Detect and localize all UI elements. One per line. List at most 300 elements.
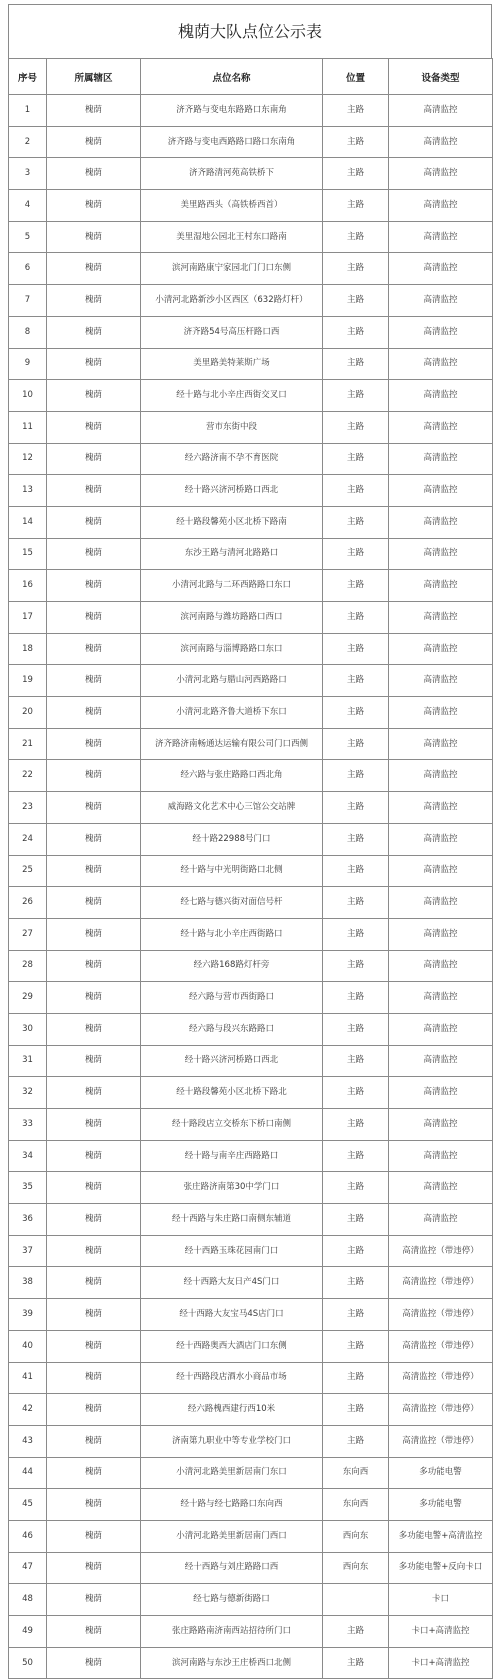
cell-device-type: 高清监控 <box>389 253 493 285</box>
cell-district: 槐荫 <box>47 1045 141 1077</box>
cell-index: 35 <box>9 1172 47 1204</box>
cell-device-type: 高清监控 <box>389 602 493 634</box>
cell-district: 槐荫 <box>47 1235 141 1267</box>
table-row <box>9 1394 493 1426</box>
cell-position: 主路 <box>323 190 389 222</box>
cell-device-type: 高清监控 <box>389 887 493 919</box>
cell-device-type: 高清监控 <box>389 982 493 1014</box>
cell-index: 37 <box>9 1235 47 1267</box>
table-row <box>9 1330 493 1362</box>
cell-index: 7 <box>9 285 47 317</box>
cell-district: 槐荫 <box>47 1457 141 1489</box>
cell-point-name: 经十路22988号门口 <box>141 823 323 855</box>
cell-position: 主路 <box>323 1013 389 1045</box>
table-row <box>9 506 493 538</box>
cell-point-name: 经十西路大友日产4S门口 <box>141 1267 323 1299</box>
cell-district: 槐荫 <box>47 1013 141 1045</box>
cell-index: 24 <box>9 823 47 855</box>
cell-point-name: 美里湿地公园北王村东口路南 <box>141 221 323 253</box>
cell-district: 槐荫 <box>47 855 141 887</box>
cell-device-type: 高清监控 <box>389 918 493 950</box>
cell-point-name: 经十路段店立交桥东下桥口南侧 <box>141 1109 323 1141</box>
cell-position: 主路 <box>323 918 389 950</box>
cell-device-type: 高清监控 <box>389 190 493 222</box>
cell-point-name: 经十路与北小辛庄西街交叉口 <box>141 380 323 412</box>
cell-point-name: 济齐路济南畅通达运输有限公司门口西侧 <box>141 728 323 760</box>
cell-position: 主路 <box>323 95 389 127</box>
cell-device-type: 高清监控 <box>389 1045 493 1077</box>
cell-point-name: 小清河北路与二环西路路口东口 <box>141 570 323 602</box>
cell-point-name: 经十西路玉珠花园南门口 <box>141 1235 323 1267</box>
cell-index: 28 <box>9 950 47 982</box>
cell-position: 主路 <box>323 1109 389 1141</box>
cell-district: 槐荫 <box>47 633 141 665</box>
cell-point-name: 滨河南路与淄博路路口东口 <box>141 633 323 665</box>
cell-district: 槐荫 <box>47 1362 141 1394</box>
table-row <box>9 792 493 824</box>
cell-point-name: 经十西路奥西大酒店门口东侧 <box>141 1330 323 1362</box>
cell-index: 41 <box>9 1362 47 1394</box>
cell-device-type: 高清监控 <box>389 95 493 127</box>
cell-district: 槐荫 <box>47 602 141 634</box>
cell-device-type: 高清监控 <box>389 1109 493 1141</box>
cell-point-name: 经六路济南不孕不育医院 <box>141 443 323 475</box>
cell-district: 槐荫 <box>47 950 141 982</box>
cell-district: 槐荫 <box>47 475 141 507</box>
cell-district: 槐荫 <box>47 697 141 729</box>
cell-district: 槐荫 <box>47 1489 141 1521</box>
cell-device-type: 卡口 <box>389 1584 493 1616</box>
cell-district: 槐荫 <box>47 1425 141 1457</box>
cell-device-type: 高清监控 <box>389 316 493 348</box>
cell-point-name: 济齐路清河苑高铁桥下 <box>141 158 323 190</box>
table-row <box>9 1077 493 1109</box>
cell-district: 槐荫 <box>47 665 141 697</box>
table-row <box>9 538 493 570</box>
cell-point-name: 经七路与德兴街对面信号杆 <box>141 887 323 919</box>
cell-position: 主路 <box>323 1647 389 1679</box>
cell-position: 东向西 <box>323 1489 389 1521</box>
cell-position: 主路 <box>323 1045 389 1077</box>
cell-district: 槐荫 <box>47 190 141 222</box>
cell-device-type: 多功能电警 <box>389 1457 493 1489</box>
cell-index: 5 <box>9 221 47 253</box>
cell-district: 槐荫 <box>47 1204 141 1236</box>
cell-position: 主路 <box>323 348 389 380</box>
cell-point-name: 济齐路与变电东路路口东南角 <box>141 95 323 127</box>
cell-device-type: 高清监控 <box>389 443 493 475</box>
cell-point-name: 小清河北路美里新居南门西口 <box>141 1520 323 1552</box>
cell-device-type: 高清监控 <box>389 1140 493 1172</box>
cell-index: 32 <box>9 1077 47 1109</box>
header-district: 所属辖区 <box>47 59 141 95</box>
cell-position: 主路 <box>323 443 389 475</box>
cell-position: 主路 <box>323 1299 389 1331</box>
cell-district: 槐荫 <box>47 728 141 760</box>
cell-device-type: 高清监控 <box>389 348 493 380</box>
cell-position: 主路 <box>323 1394 389 1426</box>
cell-position: 主路 <box>323 950 389 982</box>
cell-position: 主路 <box>323 158 389 190</box>
table-row <box>9 190 493 222</box>
cell-index: 11 <box>9 411 47 443</box>
table-row <box>9 1584 493 1616</box>
cell-district: 槐荫 <box>47 1172 141 1204</box>
table-row <box>9 1013 493 1045</box>
cell-device-type: 高清监控 <box>389 1077 493 1109</box>
cell-district: 槐荫 <box>47 411 141 443</box>
cell-device-type: 高清监控 <box>389 1204 493 1236</box>
cell-point-name: 经十路与经七路路口东向西 <box>141 1489 323 1521</box>
cell-point-name: 经十西路大友宝马4S店门口 <box>141 1299 323 1331</box>
cell-position: 主路 <box>323 570 389 602</box>
cell-device-type: 高清监控 <box>389 475 493 507</box>
table-row <box>9 760 493 792</box>
cell-device-type: 高清监控 <box>389 950 493 982</box>
cell-position: 主路 <box>323 1362 389 1394</box>
cell-index: 27 <box>9 918 47 950</box>
table-row <box>9 633 493 665</box>
header-device-type: 设备类型 <box>389 59 493 95</box>
cell-district: 槐荫 <box>47 1394 141 1426</box>
cell-point-name: 张庄路路南济南西站招待所门口 <box>141 1616 323 1648</box>
table-row <box>9 158 493 190</box>
cell-index: 9 <box>9 348 47 380</box>
cell-district: 槐荫 <box>47 285 141 317</box>
cell-position: 主路 <box>323 602 389 634</box>
cell-point-name: 经十路与中光明街路口北侧 <box>141 855 323 887</box>
cell-index: 8 <box>9 316 47 348</box>
table-row <box>9 887 493 919</box>
cell-index: 39 <box>9 1299 47 1331</box>
cell-point-name: 小清河北路齐鲁大道桥下东口 <box>141 697 323 729</box>
cell-position: 主路 <box>323 982 389 1014</box>
table-row <box>9 1552 493 1584</box>
cell-position: 主路 <box>323 1616 389 1648</box>
cell-point-name: 小清河北路与腊山河西路路口 <box>141 665 323 697</box>
point-table <box>8 58 493 1679</box>
cell-position: 主路 <box>323 823 389 855</box>
cell-point-name: 经十路段馨苑小区北桥下路北 <box>141 1077 323 1109</box>
cell-position: 主路 <box>323 665 389 697</box>
table-row <box>9 1172 493 1204</box>
cell-position: 主路 <box>323 697 389 729</box>
cell-point-name: 经十西路段店酒水小商品市场 <box>141 1362 323 1394</box>
cell-position: 主路 <box>323 253 389 285</box>
cell-position: 主路 <box>323 792 389 824</box>
table-row <box>9 1109 493 1141</box>
table-row <box>9 570 493 602</box>
cell-point-name: 经六路与营市西街路口 <box>141 982 323 1014</box>
cell-device-type: 高清监控 <box>389 697 493 729</box>
header-position: 位置 <box>323 59 389 95</box>
table-row <box>9 1425 493 1457</box>
cell-district: 槐荫 <box>47 1647 141 1679</box>
cell-index: 23 <box>9 792 47 824</box>
table-row <box>9 443 493 475</box>
table-row <box>9 1647 493 1679</box>
cell-index: 16 <box>9 570 47 602</box>
cell-point-name: 济齐路与变电西路路口路口东南角 <box>141 126 323 158</box>
table-row <box>9 95 493 127</box>
cell-point-name: 经六路与张庄路路口西北角 <box>141 760 323 792</box>
cell-position: 主路 <box>323 1172 389 1204</box>
cell-index: 12 <box>9 443 47 475</box>
cell-index: 33 <box>9 1109 47 1141</box>
cell-district: 槐荫 <box>47 760 141 792</box>
header-row <box>9 59 493 95</box>
cell-district: 槐荫 <box>47 538 141 570</box>
table-row <box>9 475 493 507</box>
table-row <box>9 1362 493 1394</box>
cell-point-name: 滨河南路康宁家园北门门口东侧 <box>141 253 323 285</box>
cell-point-name: 经六路168路灯杆旁 <box>141 950 323 982</box>
cell-index: 49 <box>9 1616 47 1648</box>
cell-position: 主路 <box>323 316 389 348</box>
table-row <box>9 697 493 729</box>
cell-point-name: 滨河南路与东沙王庄桥西口北侧 <box>141 1647 323 1679</box>
cell-position: 主路 <box>323 285 389 317</box>
cell-point-name: 经十西路与刘庄路路口西 <box>141 1552 323 1584</box>
cell-index: 46 <box>9 1520 47 1552</box>
table-title: 槐荫大队点位公示表 <box>8 4 492 58</box>
table-row <box>9 1457 493 1489</box>
cell-position: 主路 <box>323 126 389 158</box>
cell-position <box>323 1584 389 1616</box>
cell-index: 40 <box>9 1330 47 1362</box>
cell-point-name: 东沙王路与清河北路路口 <box>141 538 323 570</box>
cell-position: 主路 <box>323 1140 389 1172</box>
cell-district: 槐荫 <box>47 126 141 158</box>
table-row <box>9 1489 493 1521</box>
cell-point-name: 营市东街中段 <box>141 411 323 443</box>
cell-district: 槐荫 <box>47 1267 141 1299</box>
cell-district: 槐荫 <box>47 1140 141 1172</box>
table-row <box>9 1616 493 1648</box>
cell-point-name: 经十西路与朱庄路口南侧东辅道 <box>141 1204 323 1236</box>
cell-device-type: 高清监控（带违停） <box>389 1235 493 1267</box>
cell-district: 槐荫 <box>47 506 141 538</box>
cell-point-name: 小清河北路美里新居南门东口 <box>141 1457 323 1489</box>
cell-index: 21 <box>9 728 47 760</box>
cell-device-type: 高清监控 <box>389 380 493 412</box>
table-row <box>9 918 493 950</box>
cell-point-name: 张庄路济南第30中学门口 <box>141 1172 323 1204</box>
document-page <box>8 4 492 1668</box>
cell-device-type: 高清监控 <box>389 506 493 538</box>
table-row <box>9 602 493 634</box>
cell-point-name: 经十路与北小辛庄西街路口 <box>141 918 323 950</box>
cell-device-type: 多功能电警+高清监控 <box>389 1520 493 1552</box>
cell-index: 48 <box>9 1584 47 1616</box>
cell-index: 43 <box>9 1425 47 1457</box>
cell-point-name: 经十路与南辛庄西路路口 <box>141 1140 323 1172</box>
cell-point-name: 经七路与德新街路口 <box>141 1584 323 1616</box>
cell-device-type: 高清监控 <box>389 158 493 190</box>
table-row <box>9 1299 493 1331</box>
cell-position: 主路 <box>323 1330 389 1362</box>
cell-index: 14 <box>9 506 47 538</box>
cell-index: 2 <box>9 126 47 158</box>
cell-index: 38 <box>9 1267 47 1299</box>
cell-position: 主路 <box>323 506 389 538</box>
cell-device-type: 高清监控（带违停） <box>389 1299 493 1331</box>
cell-device-type: 高清监控 <box>389 411 493 443</box>
cell-device-type: 高清监控 <box>389 285 493 317</box>
cell-district: 槐荫 <box>47 570 141 602</box>
cell-index: 3 <box>9 158 47 190</box>
cell-index: 10 <box>9 380 47 412</box>
cell-device-type: 高清监控 <box>389 1172 493 1204</box>
cell-index: 50 <box>9 1647 47 1679</box>
cell-device-type: 多功能电警 <box>389 1489 493 1521</box>
cell-position: 主路 <box>323 475 389 507</box>
table-row <box>9 253 493 285</box>
cell-index: 19 <box>9 665 47 697</box>
cell-index: 26 <box>9 887 47 919</box>
cell-district: 槐荫 <box>47 1077 141 1109</box>
header-point-name: 点位名称 <box>141 59 323 95</box>
table-row <box>9 348 493 380</box>
cell-index: 4 <box>9 190 47 222</box>
cell-device-type: 卡口+高清监控 <box>389 1616 493 1648</box>
cell-district: 槐荫 <box>47 1330 141 1362</box>
cell-device-type: 高清监控 <box>389 570 493 602</box>
cell-device-type: 高清监控 <box>389 855 493 887</box>
table-row <box>9 1204 493 1236</box>
cell-position: 主路 <box>323 1077 389 1109</box>
table-row <box>9 1045 493 1077</box>
cell-point-name: 济南第九职业中等专业学校门口 <box>141 1425 323 1457</box>
cell-point-name: 滨河南路与潍坊路路口西口 <box>141 602 323 634</box>
cell-index: 31 <box>9 1045 47 1077</box>
cell-point-name: 美里路美特莱斯广场 <box>141 348 323 380</box>
cell-district: 槐荫 <box>47 1299 141 1331</box>
table-row <box>9 855 493 887</box>
cell-point-name: 美里路西头（高铁桥西首） <box>141 190 323 222</box>
cell-point-name: 经十路兴济河桥路口西北 <box>141 475 323 507</box>
cell-position: 东向西 <box>323 1457 389 1489</box>
cell-index: 29 <box>9 982 47 1014</box>
cell-district: 槐荫 <box>47 221 141 253</box>
cell-position: 主路 <box>323 633 389 665</box>
cell-device-type: 高清监控 <box>389 126 493 158</box>
cell-device-type: 高清监控（带违停） <box>389 1330 493 1362</box>
table-row <box>9 728 493 760</box>
cell-index: 17 <box>9 602 47 634</box>
table-row <box>9 126 493 158</box>
cell-district: 槐荫 <box>47 1520 141 1552</box>
cell-device-type: 高清监控 <box>389 1013 493 1045</box>
cell-index: 47 <box>9 1552 47 1584</box>
cell-device-type: 卡口+高清监控 <box>389 1647 493 1679</box>
cell-device-type: 高清监控（带违停） <box>389 1394 493 1426</box>
cell-position: 主路 <box>323 1425 389 1457</box>
table-row <box>9 285 493 317</box>
cell-device-type: 高清监控 <box>389 538 493 570</box>
cell-district: 槐荫 <box>47 918 141 950</box>
table-row <box>9 221 493 253</box>
table-row <box>9 1267 493 1299</box>
cell-position: 主路 <box>323 760 389 792</box>
cell-point-name: 济齐路54号高压杆路口西 <box>141 316 323 348</box>
cell-index: 42 <box>9 1394 47 1426</box>
cell-index: 34 <box>9 1140 47 1172</box>
table-row <box>9 1140 493 1172</box>
cell-index: 1 <box>9 95 47 127</box>
table-row <box>9 823 493 855</box>
cell-district: 槐荫 <box>47 887 141 919</box>
cell-index: 25 <box>9 855 47 887</box>
cell-district: 槐荫 <box>47 1552 141 1584</box>
cell-position: 主路 <box>323 1267 389 1299</box>
table-body <box>9 95 493 1679</box>
cell-point-name: 经十路兴济河桥路口西北 <box>141 1045 323 1077</box>
table-row <box>9 316 493 348</box>
cell-position: 主路 <box>323 855 389 887</box>
cell-district: 槐荫 <box>47 316 141 348</box>
cell-district: 槐荫 <box>47 253 141 285</box>
cell-index: 45 <box>9 1489 47 1521</box>
cell-position: 主路 <box>323 538 389 570</box>
cell-district: 槐荫 <box>47 158 141 190</box>
cell-position: 主路 <box>323 221 389 253</box>
cell-device-type: 高清监控 <box>389 221 493 253</box>
cell-point-name: 经十路段馨苑小区北桥下路南 <box>141 506 323 538</box>
table-row <box>9 950 493 982</box>
cell-point-name: 小清河北路新沙小区西区（632路灯杆） <box>141 285 323 317</box>
cell-district: 槐荫 <box>47 348 141 380</box>
table-row <box>9 380 493 412</box>
cell-index: 36 <box>9 1204 47 1236</box>
cell-index: 13 <box>9 475 47 507</box>
cell-position: 西向东 <box>323 1552 389 1584</box>
cell-position: 主路 <box>323 728 389 760</box>
cell-district: 槐荫 <box>47 443 141 475</box>
table-row <box>9 982 493 1014</box>
cell-position: 主路 <box>323 887 389 919</box>
cell-district: 槐荫 <box>47 982 141 1014</box>
cell-district: 槐荫 <box>47 1584 141 1616</box>
cell-point-name: 经六路与段兴东路路口 <box>141 1013 323 1045</box>
table-header <box>9 59 493 95</box>
table-row <box>9 665 493 697</box>
cell-point-name: 经六路槐西建行西10米 <box>141 1394 323 1426</box>
cell-device-type: 高清监控（带违停） <box>389 1267 493 1299</box>
table-row <box>9 1235 493 1267</box>
cell-position: 主路 <box>323 380 389 412</box>
cell-device-type: 高清监控 <box>389 792 493 824</box>
cell-district: 槐荫 <box>47 1616 141 1648</box>
cell-device-type: 多功能电警+反向卡口 <box>389 1552 493 1584</box>
cell-index: 18 <box>9 633 47 665</box>
cell-device-type: 高清监控 <box>389 728 493 760</box>
cell-index: 15 <box>9 538 47 570</box>
cell-index: 6 <box>9 253 47 285</box>
cell-index: 30 <box>9 1013 47 1045</box>
table-row <box>9 411 493 443</box>
cell-index: 44 <box>9 1457 47 1489</box>
cell-district: 槐荫 <box>47 95 141 127</box>
cell-index: 20 <box>9 697 47 729</box>
cell-position: 主路 <box>323 1235 389 1267</box>
cell-district: 槐荫 <box>47 1109 141 1141</box>
table-row <box>9 1520 493 1552</box>
cell-device-type: 高清监控 <box>389 823 493 855</box>
cell-point-name: 威海路文化艺术中心三馆公交站牌 <box>141 792 323 824</box>
cell-position: 主路 <box>323 1204 389 1236</box>
cell-device-type: 高清监控（带违停） <box>389 1425 493 1457</box>
